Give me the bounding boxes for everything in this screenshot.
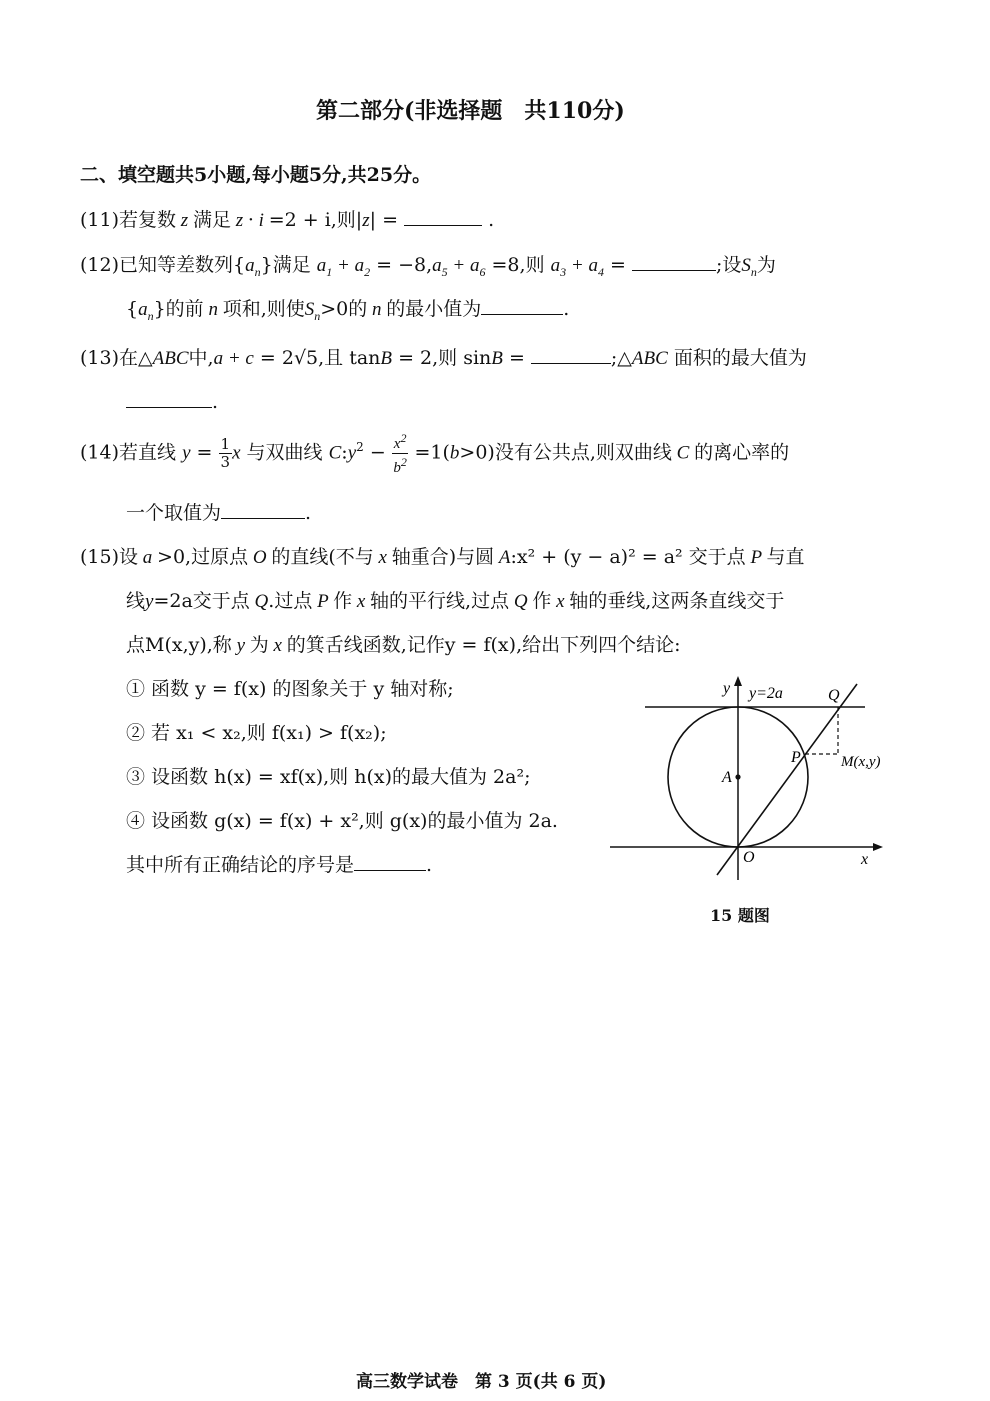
question-text: = 2,则 sin [398,347,492,369]
question-number: (14) [80,441,120,464]
question-12-line-2: $\{a_n\}$的前 n 项和,则使$S_n>0$的 n 的最小值为 . [126,294,569,324]
answer-blank[interactable] [481,295,563,315]
point-Q-label: Q [828,687,840,704]
question-text: 轴的平行线,过点 [370,590,510,612]
question-15-ask: 其中所有正确结论的序号是 . [126,850,432,877]
question-text: =2a交于点 [153,590,250,612]
question-text: }满足 [260,254,311,276]
conclusion-2: ② 若 x₁ < x₂,则 f(x₁) > f(x₂); [126,722,387,744]
question-text: 已知等差数列{ [119,254,246,276]
question-15-line-3: 点M(x,y),称 y 为 x 的箕舌线函数,记作y = f(x),给出下列四个结论: [126,634,681,656]
question-text: =2 + i,则| [268,209,363,231]
section-title: 第二部分(非选择题 共110分) [316,98,625,124]
answer-blank[interactable] [531,344,611,364]
answer-blank[interactable] [221,499,305,519]
question-15: (15)设 a >0,过原点 O 的直线(不与 x 轴重合)与圆 A:x² + (y − a)² = a² 交于点 P 与直 [80,546,805,568]
question-number: (15) [80,546,120,568]
question-text: 的箕舌线函数,记作 [286,634,445,656]
question-text: 一个取值为 [126,502,222,524]
question-13: (13)在△ABC中,a + c = 2√5,且 tanB = 2,则 sinB = ;△ABC 面积的最大值为 [80,343,807,370]
question-text: 的离心率的 [694,441,790,464]
y-axis-label: y [723,680,731,697]
point-P-label: P [791,749,801,766]
x-axis-label: x [861,851,869,868]
question-number: (13) [80,347,120,369]
question-text: }的前 [153,298,204,320]
question-text: ;设 [715,254,742,276]
question-text: 满足 [192,209,231,231]
question-number: (11) [80,209,120,231]
question-text: 设 [119,546,139,568]
question-text: 其中所有正确结论的序号是 [126,854,355,876]
answer-blank[interactable] [126,388,212,408]
center-point-A [735,774,740,779]
question-text: 与直 [766,546,805,568]
question-text: 的最小值为 [386,298,482,320]
question-text: 若直线 [119,441,177,464]
question-11: (11)若复数 z 满足 z · i =2 + i,则|z| = . [80,205,494,232]
question-text: >0的 [320,298,368,320]
question-text: 为 [756,254,776,276]
question-text: . [305,502,312,524]
conclusion-4: ④ 设函数 g(x) = f(x) + x²,则 g(x)的最小值为 2a. [126,810,558,832]
question-13-line-2 [126,388,218,413]
question-text: = −8, [376,254,433,276]
question-text: 为 [249,634,269,656]
question-text: | = [369,209,398,231]
question-text: >0)没有公共点,则双曲线 [459,441,672,464]
question-text: 与双曲线 [246,441,323,464]
question-text: ,给出下列四个结论: [516,634,681,656]
figure-caption: 15 题图 [710,906,770,925]
question-text: 面积的最大值为 [673,347,807,369]
question-text: 线 [126,590,146,612]
line-label: y=2a [749,685,783,702]
question-text: 的直线(不与 [271,546,374,568]
fraction: $\frac{1}{3}$ [220,435,231,471]
question-text: 若复数 [119,209,177,231]
question-14-line-2 [126,498,311,525]
origin-label: O [743,849,755,866]
question-text: 作 [333,590,353,612]
conclusion-1: ① 函数 y = f(x) 的图象关于 y 轴对称; [126,678,454,700]
question-text: =8,则 [491,254,545,276]
point-M-label: M(x,y) [841,754,881,770]
x-axis-arrow-icon [873,843,883,851]
question-text: =1( [414,441,450,464]
question-text: 中, [188,347,214,369]
question-text: >0,过原点 [157,546,249,568]
question-text: 项和,则使 [222,298,305,320]
question-12: (12)已知等差数列$\{a_n\}$满足 $a_1 + a_2 = -8,a_5 + a_6 =8$,则 $a_3 + a_4$ = ;设$S_n$为 [80,250,776,280]
fraction: $\frac{x^2}{b^2}$ [393,431,407,476]
question-text: 轴重合)与圆 [391,546,495,568]
question-text: 在△ [119,347,153,369]
question-text: . [563,298,570,320]
question-15-line-2: 线y=2a交于点 Q.过点 P 作 x 轴的平行线,过点 Q 作 x 轴的垂线,这两条直线交于 [126,590,785,612]
question-text: . [212,391,219,413]
question-text: y = f(x) [444,634,517,656]
section-heading: 二、填空题共5小题,每小题5分,共25分。 [80,164,432,186]
question-text: = 2√5,且 tan [259,347,381,369]
answer-blank[interactable] [632,251,716,271]
y-axis-arrow-icon [734,676,742,686]
question-14: (14)若直线 y = $\frac{1}{3}$ x 与双曲线 $C:y^2$ − $\frac{x^2}{b^2}$ =1(b>0)没有公共点,则双曲线 C 的离心率的 [80,431,790,476]
question-text: 点M(x,y),称 [126,634,232,656]
question-number: (12) [80,254,120,276]
point-A-label: A [722,769,732,786]
question-text: 轴的垂线,这两条直线交于 [569,590,785,612]
figure-15 [605,670,895,930]
page-footer: 高三数学试卷 第 3 页(共 6 页) [356,1372,607,1392]
question-text: { [126,298,139,320]
question-text: 作 [532,590,552,612]
conclusion-3: ③ 设函数 h(x) = xf(x),则 h(x)的最大值为 2a²; [126,766,531,788]
question-text: ;△ [610,347,632,369]
question-text: :x² + (y − a)² = a² 交于点 [510,546,746,568]
question-text: .过点 [268,590,313,612]
question-text: = [508,347,525,369]
answer-blank[interactable] [354,851,426,871]
answer-blank[interactable] [404,206,482,226]
